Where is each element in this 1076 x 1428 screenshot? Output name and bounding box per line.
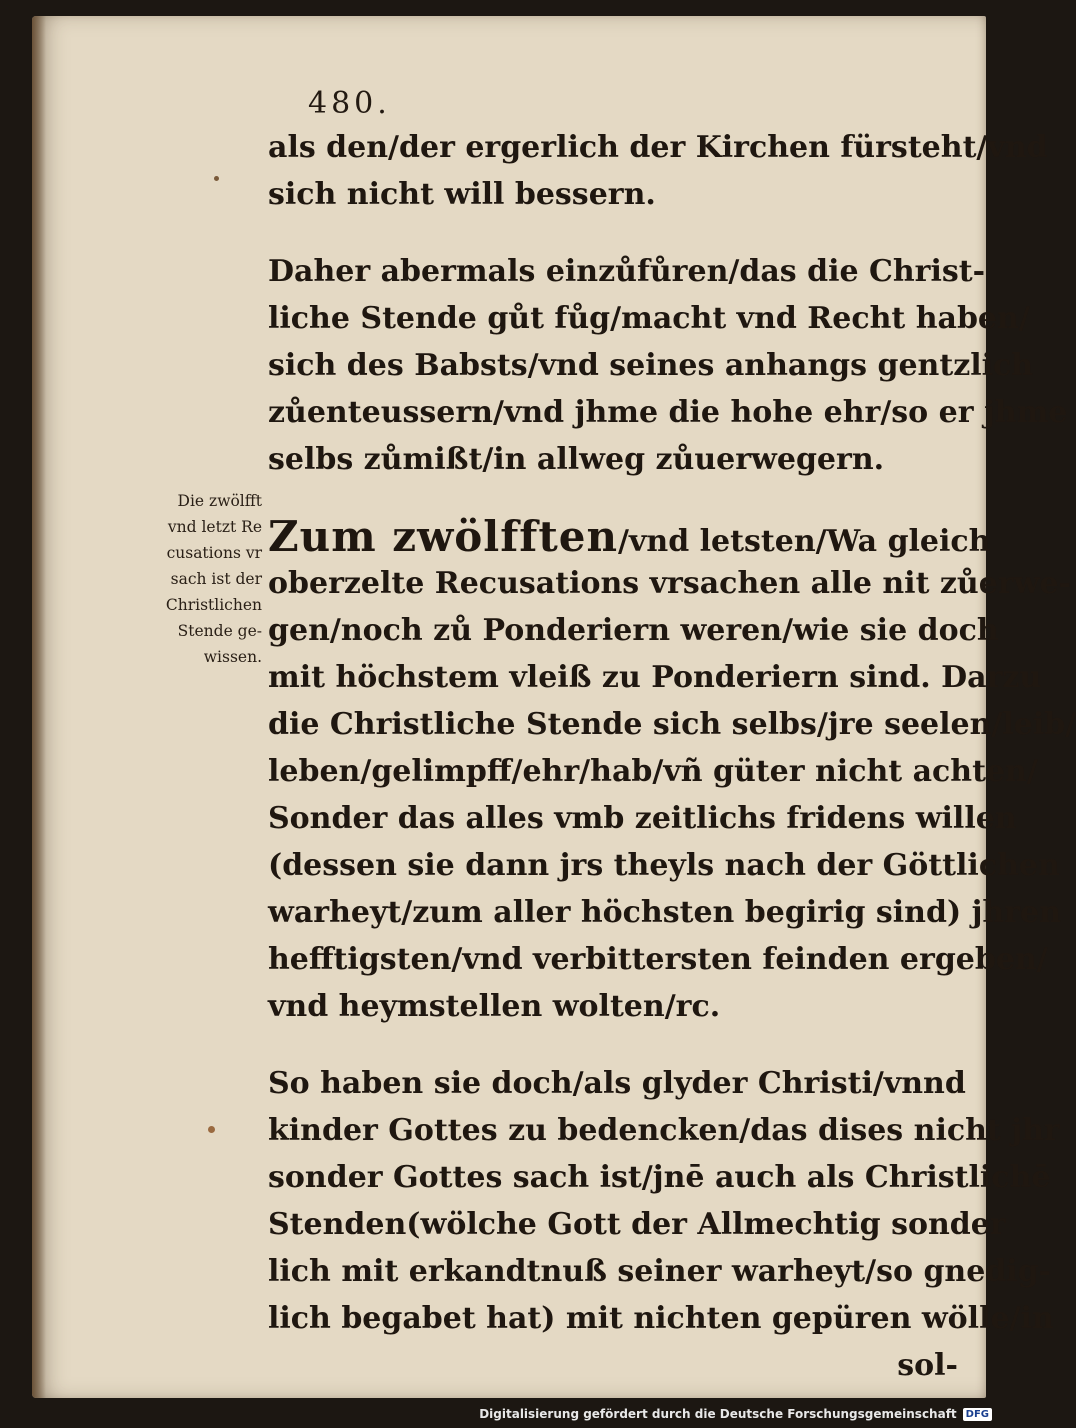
- margin-note-line: Die zwölfft: [177, 492, 262, 510]
- paragraph-gap: [268, 1030, 958, 1060]
- text-line: warheyt/zum aller höchsten begirig sind) jhren: [268, 895, 1061, 930]
- text-line: So haben sie doch/als glyder Christi/vnnd: [268, 1066, 966, 1101]
- margin-note-line: vnd letzt Re: [167, 518, 262, 536]
- body-text: [268, 124, 1076, 1389]
- text-line: zůenteussern/vnd jhme die hohe ehr/so er jhme: [268, 395, 1068, 430]
- margin-note-line: wissen.: [203, 648, 262, 666]
- text-line: vnd heymstellen wolten/rc.: [268, 989, 721, 1024]
- text-line: hefftigsten/vnd verbittersten feinden ergeben/: [268, 942, 1048, 977]
- paragraph-3: [268, 512, 1076, 1030]
- digitization-footer: [479, 1404, 992, 1424]
- spine-shadow: [32, 16, 46, 1398]
- margin-note: [136, 488, 262, 670]
- book-page: [32, 16, 1076, 1398]
- paragraph-gap: [268, 218, 958, 248]
- text-line: als den/der ergerlich der Kirchen fürsteht/vnd: [268, 130, 1048, 165]
- catchword: sol-: [897, 1348, 958, 1383]
- text-line: gen/noch zů Ponderiern weren/wie sie doch: [268, 613, 999, 648]
- text-line: liche Stende gůt fůg/macht vnd Recht haben/: [268, 301, 1030, 336]
- text-line: sonder Gottes sach ist/jnē auch als Christlichē: [268, 1160, 1051, 1195]
- text-line: oberzelte Recusations vrsachen alle nit zůerwe-: [268, 566, 1071, 601]
- text-line: Daher abermals einzůfůren/das die Christ-: [268, 254, 986, 289]
- text-line: die Christliche Stende sich selbs/jre seelen/leib/: [268, 707, 1076, 742]
- dfg-logo-icon: DFG: [963, 1408, 992, 1421]
- margin-note-line: Christlichen: [165, 596, 262, 614]
- text-line: sich des Babsts/vnd seines anhangs gentzlich: [268, 348, 1034, 383]
- text-line-rest: /vnd letsten/Wa gleich: [618, 524, 991, 559]
- text-line: selbs zůmißt/in allweg zůuerwegern.: [268, 442, 885, 477]
- paper-speck: [214, 176, 219, 181]
- footer-text: Digitalisierung gefördert durch die Deutsche Forschungsgemeinschaft: [479, 1407, 957, 1421]
- text-line: lich mit erkandtnuß seiner warheyt/so gnedig-: [268, 1254, 1052, 1289]
- text-line: leben/gelimpff/ehr/hab/vñ güter nicht achten/: [268, 754, 1038, 789]
- paragraph-2: [268, 248, 1068, 483]
- margin-note-line: sach ist der: [170, 570, 262, 588]
- text-line: mit höchstem vleiß zu Ponderiern sind. Darzu: [268, 660, 1042, 695]
- paragraph-lead: Zum zwölfften: [268, 512, 619, 561]
- text-line-with-lead: [268, 512, 991, 561]
- text-line: Stenden(wölche Gott der Allmechtig sonder: [268, 1207, 1006, 1242]
- paragraph-1: [268, 124, 1048, 218]
- page-number: 480.: [308, 86, 391, 121]
- paper-speck: [208, 1126, 215, 1133]
- text-line: Sonder das alles vmb zeitlichs fridens willen: [268, 801, 1017, 836]
- text-line: (dessen sie dann jrs theyls nach der Göttlichen: [268, 848, 1060, 883]
- text-line: lich begabet hat) mit nichten gepüren wölle/in: [268, 1301, 1054, 1336]
- text-line: kinder Gottes zu bedencken/das dises nicht jhr: [268, 1113, 1060, 1148]
- margin-note-line: Stende ge-: [177, 622, 262, 640]
- paragraph-gap: [268, 483, 958, 513]
- text-line: sich nicht will bessern.: [268, 177, 656, 212]
- paragraph-4: [268, 1060, 1060, 1389]
- margin-note-line: cusations vr: [166, 544, 262, 562]
